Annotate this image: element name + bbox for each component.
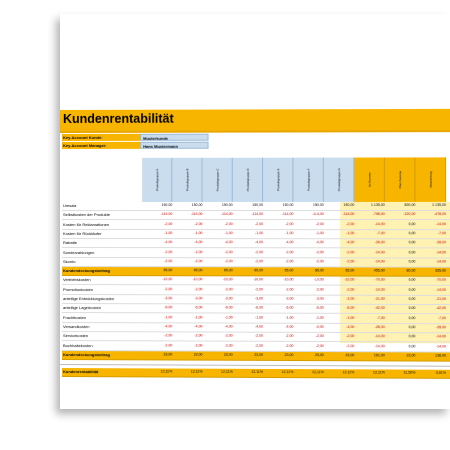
table-cell[interactable]: 65,00 [284,268,294,273]
table-cell[interactable]: -2,00 [224,343,233,348]
table-cell[interactable]: -10,00 [162,277,173,282]
table-cell[interactable]: -114,00 [342,212,355,217]
table-cell[interactable]: 11,50% [403,370,416,375]
table-cell[interactable]: -1,00 [194,314,203,320]
column-header-label: Plan-Summe [397,170,402,189]
table-row [62,230,450,239]
table-cell[interactable]: 65,00 [193,268,203,273]
table-cell[interactable]: -2,00 [315,334,324,339]
table-cell[interactable]: -2,00 [346,287,355,292]
row-label: Kundendeckungsbeitrag [62,268,110,274]
sheet-title: Kundenrentabilität [62,111,174,126]
table-cell[interactable]: -2,00 [285,259,294,264]
table-cell[interactable]: -798,00 [372,212,385,217]
table-cell[interactable]: -14,00 [435,343,447,349]
table-cell[interactable]: 12,11% [160,369,173,374]
column-header [172,158,202,202]
column-header [385,157,416,201]
table-cell[interactable]: 12,11% [281,370,294,375]
row-label: Rabatte [62,240,78,246]
table-cell[interactable]: -10,00 [253,277,264,282]
table-cell[interactable]: -14,00 [374,249,385,254]
table-cell[interactable]: 800,00 [404,202,416,207]
table-row [62,239,450,248]
table-cell[interactable]: 0,00 [408,278,416,283]
table-cell[interactable]: -3,00 [194,296,203,301]
table-cell[interactable]: -478,00 [433,212,447,217]
table-cell[interactable]: 0,00 [408,315,416,320]
table-cell[interactable]: -2,00 [164,342,173,347]
table-cell[interactable]: -2,00 [194,286,203,292]
column-header [203,158,233,202]
column-header [293,158,323,202]
table-cell[interactable]: 150,00 [252,202,264,207]
table-cell[interactable]: 455,00 [373,268,385,273]
table-cell[interactable]: -2,00 [194,333,203,338]
key-account-customer-value[interactable]: Musterkunde [140,134,208,141]
table-cell[interactable]: 0,00 [408,343,416,348]
table-cell[interactable]: 65,00 [254,268,264,273]
table-cell[interactable]: -2,00 [194,221,203,226]
table-cell[interactable]: -2,00 [254,343,264,348]
sheet [60,14,450,409]
table-cell[interactable]: -2,00 [285,287,294,292]
column-header-label: Produktgruppe F [306,168,311,192]
table-cell[interactable]: -1,00 [164,230,173,235]
table-cell[interactable]: -1,00 [285,315,294,320]
table-cell[interactable]: -3,00 [254,296,264,301]
table-cell[interactable]: -1,00 [194,230,203,235]
table-cell[interactable]: 23,00 [406,353,416,358]
table-cell[interactable]: 305,00 [435,268,447,273]
table-cell[interactable]: -114,00 [160,212,173,217]
row-label: Kundendeckungsbeitrag [62,351,110,358]
table-cell[interactable]: -1,00 [164,314,173,319]
table-cell[interactable]: -1,00 [315,315,324,320]
table-cell[interactable]: 23,00 [193,352,203,357]
table-cell[interactable]: -2,00 [224,221,233,226]
table-cell[interactable]: 0,00 [408,240,416,245]
column-header-label: Produktgruppe A [154,168,159,192]
column-header-label: Ist-Summe [367,172,372,188]
table-cell[interactable]: -2,00 [164,286,173,291]
table-cell[interactable]: 161,00 [373,353,385,358]
table-cell[interactable]: 0,00 [408,325,416,330]
row-label: Kosten für Rückläufer [62,230,102,236]
table-cell[interactable]: -2,00 [164,258,173,263]
column-header [233,158,263,202]
table-cell[interactable]: -28,00 [435,240,447,245]
table-cell[interactable]: 150,00 [161,202,173,207]
table-row [62,249,450,259]
table-cell[interactable]: -2,00 [346,259,355,264]
table-cell[interactable]: -14,00 [374,259,385,264]
column-header [415,157,446,202]
key-account-customer-label: Key-Account Kunde: [62,134,141,141]
table-cell[interactable]: -4,00 [346,324,355,329]
table-cell[interactable]: -4,00 [224,240,233,245]
table-cell[interactable]: -3,00 [346,296,355,301]
table-cell[interactable]: -4,00 [224,324,233,329]
table-cell[interactable]: -3,00 [315,296,324,301]
table-cell[interactable]: -10,00 [192,277,203,282]
row-label: anteilige Lagerkosten [62,305,102,311]
table-cell[interactable]: -3,00 [164,296,173,301]
table-cell[interactable]: 23,00 [284,352,294,357]
row-label: Kundenrentabilität [62,369,99,375]
table-cell[interactable]: -1,00 [346,315,355,320]
table-cell[interactable]: 138,00 [435,353,447,358]
table-cell[interactable]: -2,00 [285,343,294,348]
table-row [62,221,450,230]
row-label: Promotionkosten [62,286,94,292]
table-cell[interactable]: 0,00 [408,259,416,264]
table-cell[interactable]: -6,00 [285,305,294,310]
column-header [354,157,385,201]
table-cell[interactable]: 80,00 [406,268,416,273]
table-row-total [62,368,450,379]
column-header [324,158,354,202]
table-cell[interactable]: -7,00 [376,315,385,320]
table-cell[interactable]: -21,00 [435,296,447,301]
spreadsheet-document [60,14,450,409]
table-cell[interactable]: 23,00 [345,352,355,358]
table-cell[interactable]: 23,00 [223,352,233,357]
table-cell[interactable]: -7,00 [437,315,447,320]
table-cell[interactable]: -3,00 [224,296,233,301]
row-label: Kosten für Reklamationen [62,221,110,227]
table-cell[interactable]: -2,00 [254,249,264,254]
table-cell[interactable]: -6,00 [315,305,324,311]
column-header [142,158,172,202]
row-label: Skonto [62,258,76,264]
table-cell[interactable]: -4,00 [164,240,173,245]
table-cell[interactable]: -2,00 [224,287,233,292]
table-cell[interactable]: -2,00 [254,259,264,264]
column-header-label: Produktgruppe E [275,168,280,192]
table-cell[interactable]: -70,00 [435,278,447,283]
table-cell[interactable]: -2,00 [224,333,233,338]
table-cell[interactable]: -114,00 [281,212,294,217]
table-cell[interactable]: -2,00 [346,343,355,348]
key-account-manager-label: Key-Account Manager: [62,142,141,149]
table-cell[interactable]: -10,00 [313,277,324,282]
table-cell[interactable]: -7,00 [376,231,385,236]
column-header-label: Produktgruppe D [245,168,250,192]
table-cell[interactable]: 65,00 [314,268,324,273]
table-cell[interactable]: -2,00 [285,333,294,339]
table-cell[interactable]: 150,00 [191,202,203,207]
table-cell[interactable]: -14,00 [374,287,385,292]
table-cell[interactable]: -6,00 [224,305,233,310]
row-label: Umsatz [62,202,77,208]
row-label: Versandkosten [62,323,90,329]
table-cell[interactable]: -4,00 [285,240,294,245]
table-cell[interactable]: 12,11% [190,369,203,374]
table-cell[interactable]: -114,00 [221,212,233,217]
table-cell[interactable]: 1.135,00 [370,202,385,207]
table-cell[interactable]: -1,00 [346,231,355,236]
table-cell[interactable]: 0,00 [408,287,416,292]
column-header-label: Produktgruppe G [336,168,341,192]
table-cell[interactable]: -1,00 [224,315,233,320]
table-cell[interactable]: -70,00 [374,277,385,283]
table-cell[interactable]: 12,11% [342,370,355,375]
table-cell[interactable]: 0,00 [408,249,416,254]
row-label: Selbstkosten der Produkte [62,212,110,218]
table-cell[interactable]: 150,00 [312,202,324,207]
table-cell[interactable]: 23,00 [163,352,173,357]
table-cell[interactable]: 0,61% [435,370,447,375]
table-cell[interactable]: 12,11% [312,370,324,375]
table-cell[interactable]: -4,00 [285,324,294,329]
table-row [62,202,450,211]
table-cell[interactable]: -4,00 [315,240,324,245]
table-cell[interactable]: -1,00 [254,315,264,320]
table-cell[interactable]: 12,11% [251,369,264,375]
table-cell[interactable]: -28,00 [374,324,385,329]
table-cell[interactable]: -1,00 [224,230,233,236]
row-label: Vertriebskosten [62,277,91,283]
table-row [62,211,450,220]
table-cell[interactable]: 65,00 [345,268,355,273]
table-cell[interactable]: -114,00 [251,212,264,217]
table-cell[interactable]: -10,00 [344,277,355,282]
table-row [62,276,450,286]
column-header-label: Produktgruppe C [215,168,220,192]
table-cell[interactable]: -2,00 [285,249,294,254]
table-cell[interactable]: -2,00 [315,343,324,348]
table-row [62,258,450,268]
table-cell[interactable]: -2,00 [254,287,264,292]
table-cell[interactable]: -2,00 [346,221,355,226]
table-cell[interactable]: -4,00 [254,324,264,329]
table-cell[interactable]: 0,00 [408,221,416,226]
table-cell[interactable]: -2,00 [224,259,233,264]
table-cell[interactable]: -6,00 [164,305,173,310]
table-cell[interactable]: -14,00 [435,249,447,254]
table-cell[interactable]: 0,00 [408,231,416,236]
table-cell[interactable]: -3,00 [285,296,294,301]
table-cell[interactable]: -14,00 [374,334,385,339]
table-cell[interactable]: -2,00 [315,259,324,264]
table-cell[interactable]: -2,00 [346,249,355,254]
table-cell[interactable]: -4,00 [346,240,355,245]
table-cell[interactable]: -1,00 [285,231,294,236]
table-cell[interactable]: -114,00 [190,212,203,217]
table-cell[interactable]: 1.135,00 [432,202,447,207]
table-cell[interactable]: -2,00 [315,249,324,254]
table-cell[interactable]: 65,00 [163,268,173,273]
table-cell[interactable]: 150,00 [282,202,294,207]
table-cell[interactable]: -2,00 [164,221,173,226]
table-row [62,286,450,296]
table-cell[interactable]: -4,00 [254,240,264,245]
table-cell[interactable]: -28,00 [374,240,385,245]
table-cell[interactable]: 65,00 [223,268,233,273]
table-cell[interactable]: -21,00 [374,296,385,301]
table-cell[interactable]: -42,00 [374,306,385,311]
table-cell[interactable]: 23,00 [314,352,324,357]
table-cell[interactable]: -7,00 [437,231,447,236]
table-cell[interactable]: -14,00 [435,334,447,339]
table-cell[interactable]: -14,00 [374,343,385,348]
table-cell[interactable]: -14,00 [435,287,447,292]
table-cell[interactable]: 12,11% [373,370,385,375]
table-cell[interactable]: -2,00 [285,221,294,226]
table-cell[interactable]: -10,00 [222,277,233,282]
table-cell[interactable]: -4,00 [194,324,203,329]
column-header [263,158,293,202]
table-cell[interactable]: -2,00 [346,334,355,339]
table-cell[interactable]: -1,00 [315,231,324,236]
row-label: Buchhaltekosten [62,342,93,348]
table-cell[interactable]: -2,00 [194,249,203,254]
table-cell[interactable]: 0,00 [408,334,416,339]
table-cell[interactable]: -2,00 [254,333,264,338]
table-row-total [62,351,450,362]
row-label: Servicekosten [62,333,89,339]
table-cell[interactable]: -14,00 [435,259,447,264]
table-cell[interactable]: -2,00 [194,258,203,264]
table-cell[interactable]: -1,00 [254,231,264,236]
table-cell[interactable]: -6,00 [194,305,203,310]
row-label: anteilige Entwicklungskosten [62,296,115,302]
key-account-manager-value[interactable]: Hans Mustermann [140,142,208,149]
table-cell[interactable]: -10,00 [283,277,294,282]
table-cell[interactable]: 23,00 [254,352,264,357]
table-cell[interactable]: -14,00 [435,221,447,226]
table-cell[interactable]: -4,00 [315,324,324,329]
table-cell[interactable]: -6,00 [346,306,355,311]
table-cell[interactable]: -14,00 [374,221,385,226]
table-cell[interactable]: -6,00 [254,305,264,310]
table-cell[interactable]: 0,00 [408,296,416,301]
table-cell[interactable]: -4,00 [194,240,203,245]
table-cell[interactable]: -4,00 [164,324,173,329]
table-cell[interactable]: -42,00 [435,306,447,311]
row-label: Sonderzahlungen [62,249,95,255]
table-cell[interactable]: -2,00 [315,221,324,226]
table-cell[interactable]: 150,00 [343,202,355,207]
table-cell[interactable]: -320,00 [403,212,416,217]
table-cell[interactable]: -2,00 [224,249,233,254]
table-cell[interactable]: -2,00 [315,287,324,292]
table-cell[interactable]: -2,00 [254,221,264,226]
table-cell[interactable]: -28,00 [435,325,447,330]
row-label: Frachtkosten [62,314,87,320]
divider [60,364,450,367]
table-cell[interactable]: -114,00 [312,212,324,217]
table-cell[interactable]: 12,11% [221,369,233,374]
column-header-label: Produktgruppe B [184,168,189,192]
column-header-label: Abweichung [428,171,433,188]
table-cell[interactable]: -2,00 [194,343,203,348]
table-cell[interactable]: 150,00 [221,202,233,207]
table-cell[interactable]: -2,00 [164,249,173,254]
table-cell[interactable]: -2,00 [164,333,173,338]
table-cell[interactable]: 0,00 [408,306,416,311]
table-row-total [62,267,450,277]
